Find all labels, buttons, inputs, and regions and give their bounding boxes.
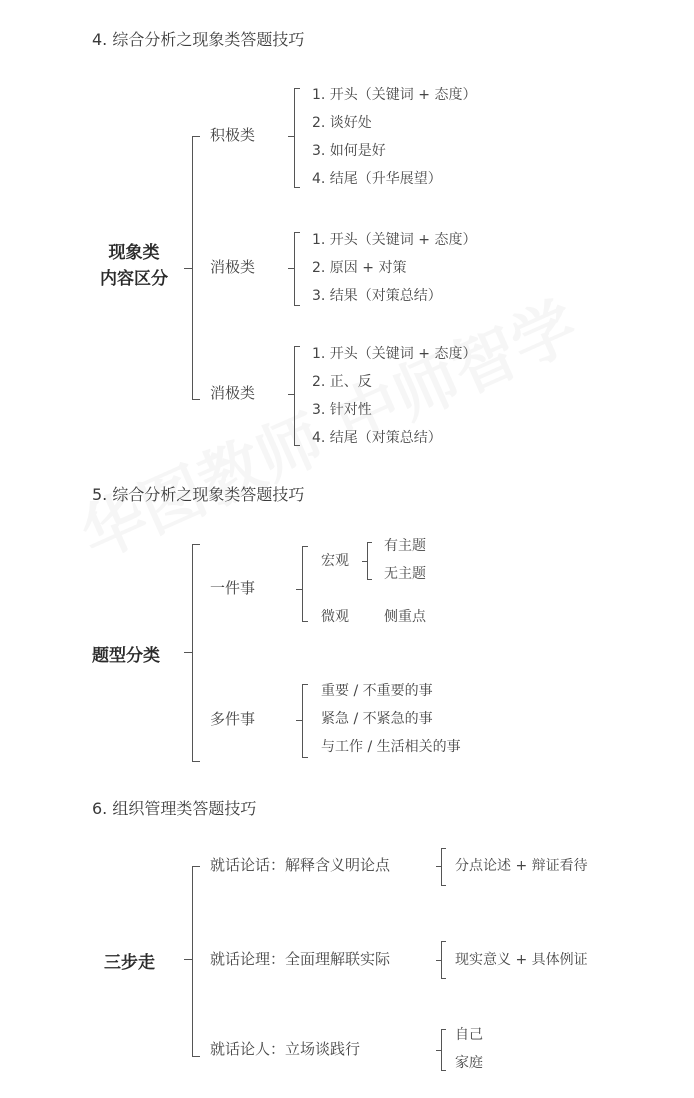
- section4-root: [90, 240, 178, 292]
- section5-macro: 宏观: [321, 553, 349, 569]
- section5-macro-item: 无主题: [384, 566, 426, 582]
- section5-many-item: 重要 / 不重要的事: [321, 683, 433, 699]
- section4-branch-negative-1: 消极类: [210, 258, 256, 276]
- section5-micro: 微观: [321, 609, 349, 625]
- section5-micro-item: 侧重点: [384, 609, 426, 625]
- section4-b2-item: 3. 结果（对策总结）: [312, 288, 442, 304]
- watermark: [64, 275, 590, 576]
- section6-b3-item: 自己: [455, 1027, 483, 1043]
- section5-root: 题型分类: [92, 646, 160, 666]
- section4-branch-negative-2: 消极类: [210, 384, 256, 402]
- section5-heading: 5. 综合分析之现象类答题技巧: [92, 485, 305, 504]
- section6-branch-1: 就话论话：解释含义明论点: [210, 856, 391, 874]
- section5-many-item: 紧急 / 不紧急的事: [321, 711, 433, 727]
- section5-macro-item: 有主题: [384, 538, 426, 554]
- section4-branch-positive: 积极类: [210, 126, 256, 144]
- section4-b2-item: 2. 原因 + 对策: [312, 260, 407, 276]
- section6-b1-item: 分点论述 + 辩证看待: [455, 858, 588, 874]
- section4-b3-item: 2. 正、反: [312, 374, 372, 390]
- section4-b3-item: 1. 开头（关键词 + 态度）: [312, 346, 477, 362]
- section6-heading: 6. 组织管理类答题技巧: [92, 799, 257, 818]
- section4-b1-item: 3. 如何是好: [312, 143, 386, 159]
- section6-b2-item: 现实意义 + 具体例证: [455, 952, 588, 968]
- section5-many-item: 与工作 / 生活相关的事: [321, 739, 461, 755]
- section4-b3-item: 3. 针对性: [312, 402, 372, 418]
- section4-b1-item: 4. 结尾（升华展望）: [312, 171, 442, 187]
- section6-b3-item: 家庭: [455, 1055, 483, 1071]
- section6-branch-2: 就话论理：全面理解联实际: [210, 950, 391, 968]
- section4-root-line2: 内容区分: [100, 269, 168, 289]
- section4-b3-item: 4. 结尾（对策总结）: [312, 430, 442, 446]
- section4-root-line1: 现象类: [108, 243, 160, 263]
- section5-many-things: 多件事: [210, 710, 256, 728]
- section4-b1-item: 2. 谈好处: [312, 115, 372, 131]
- section5-one-thing: 一件事: [210, 579, 256, 597]
- section6-branch-3: 就话论人：立场谈践行: [210, 1040, 361, 1058]
- section6-root: 三步走: [104, 953, 155, 973]
- section4-b2-item: 1. 开头（关键词 + 态度）: [312, 232, 477, 248]
- section4-heading: 4. 综合分析之现象类答题技巧: [92, 30, 305, 49]
- section4-b1-item: 1. 开头（关键词 + 态度）: [312, 87, 477, 103]
